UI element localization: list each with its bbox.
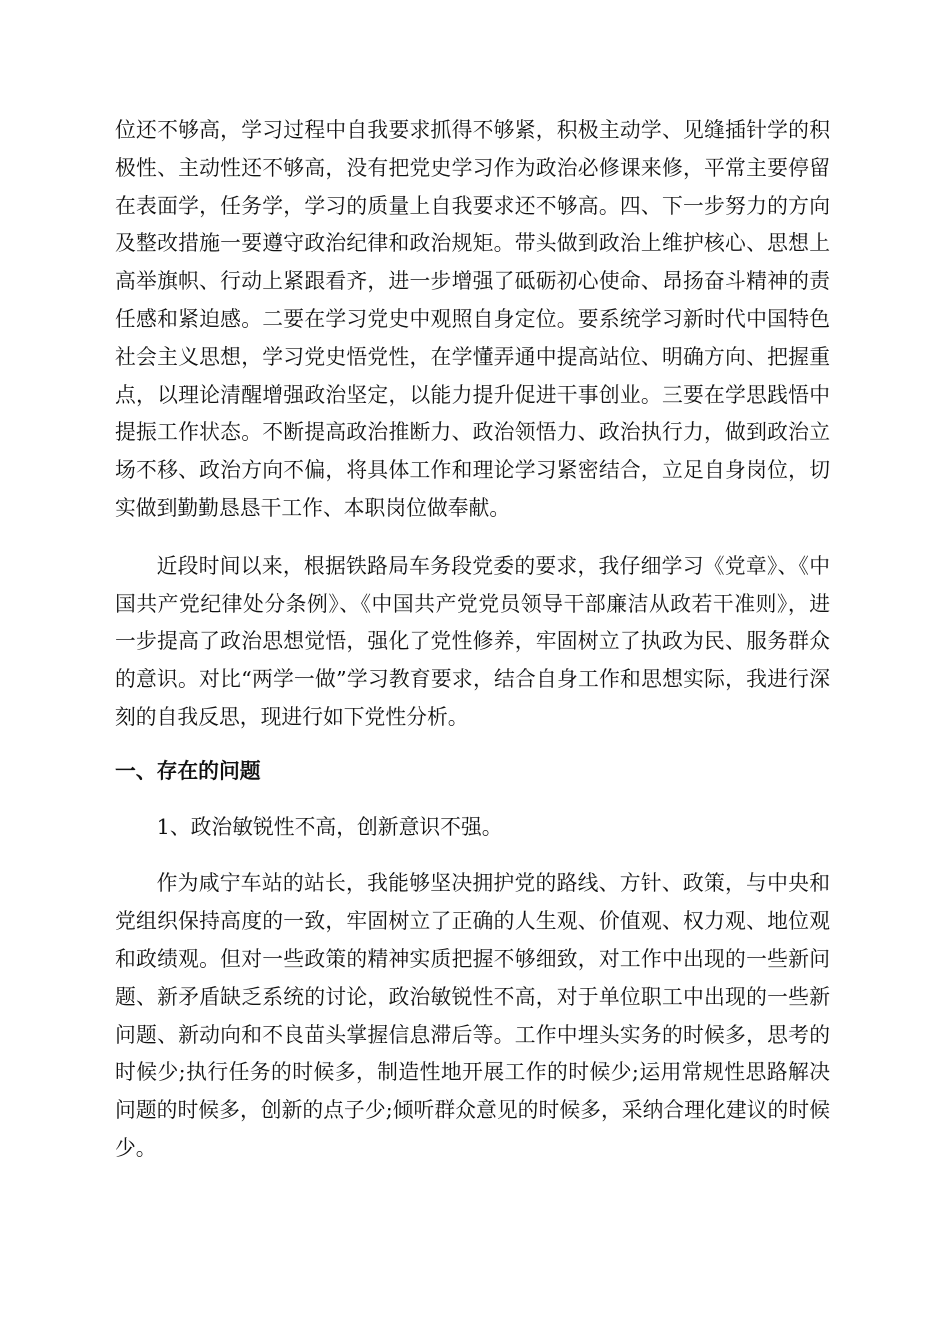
- subheading: 1、政治敏锐性不高，创新意识不强。: [156, 814, 503, 839]
- document-page: [115, 112, 830, 1168]
- paragraph-continuation: 位还不够高，学习过程中自我要求抓得不够紧，积极主动学、见缝插针学的积极性、主动性还不够高，没有把党史学习作为政治必修课来修，平常主要停留在表面学，任务学，学习的质量上自我要求还不够高。四、下一步努力的方向及整改措施一要遵守政治纪律和政治规矩。带头做到政治上维护核心、思想上高举旗帜、行动上紧跟看齐，进一步增强了砥砺初心使命、昂扬奋斗精神的责任感和紧迫感。二要在学习党史中观照自身定位。要系统学习新时代中国特色社会主义思想，学习党史悟党性，在学懂弄通中提高站位、明确方向、把握重点，以理论清醒增强政治坚定，以能力提升促进干事创业。三要在学思践悟中提振工作状态。不断提高政治推断力、政治领悟力、政治执行力，做到政治立场不移、政治方向不偏，将具体工作和理论学习紧密结合，立足自身岗位，切实做到勤勤恳恳干工作、本职岗位做奉献。: [115, 118, 830, 520]
- body-paragraph: 作为咸宁车站的站长，我能够坚决拥护党的路线、方针、政策，与中央和党组织保持高度的一致，牢固树立了正确的人生观、价值观、权力观、地位观和政绩观。但对一些政策的精神实质把握不够细致，对工作中出现的一些新问题、新矛盾缺乏系统的讨论，政治敏锐性不高，对于单位职工中出现的一些新问题、新动向和不良苗头掌握信息滞后等。工作中埋头实务的时候多，思考的时候少;执行任务的时候多，制造性地开展工作的时候少;运用常规性思路解决问题的时候多，创新的点子少;倾听群众意见的时候多，采纳合理化建议的时候少。: [115, 871, 830, 1160]
- paragraph-intro: 近段时间以来，根据铁路局车务段党委的要求，我仔细学习《党章》、《中国共产党纪律处分条例》、《中国共产党党员领导干部廉洁从政若干准则》，进一步提高了政治思想觉悟，强化了党性修养，牢固树立了执政为民、服务群众的意识。对比“两学一做”学习教育要求，结合自身工作和思想实际，我进行深刻的自我反思，现进行如下党性分析。: [115, 553, 830, 729]
- section-heading: 一、存在的问题: [115, 758, 261, 783]
